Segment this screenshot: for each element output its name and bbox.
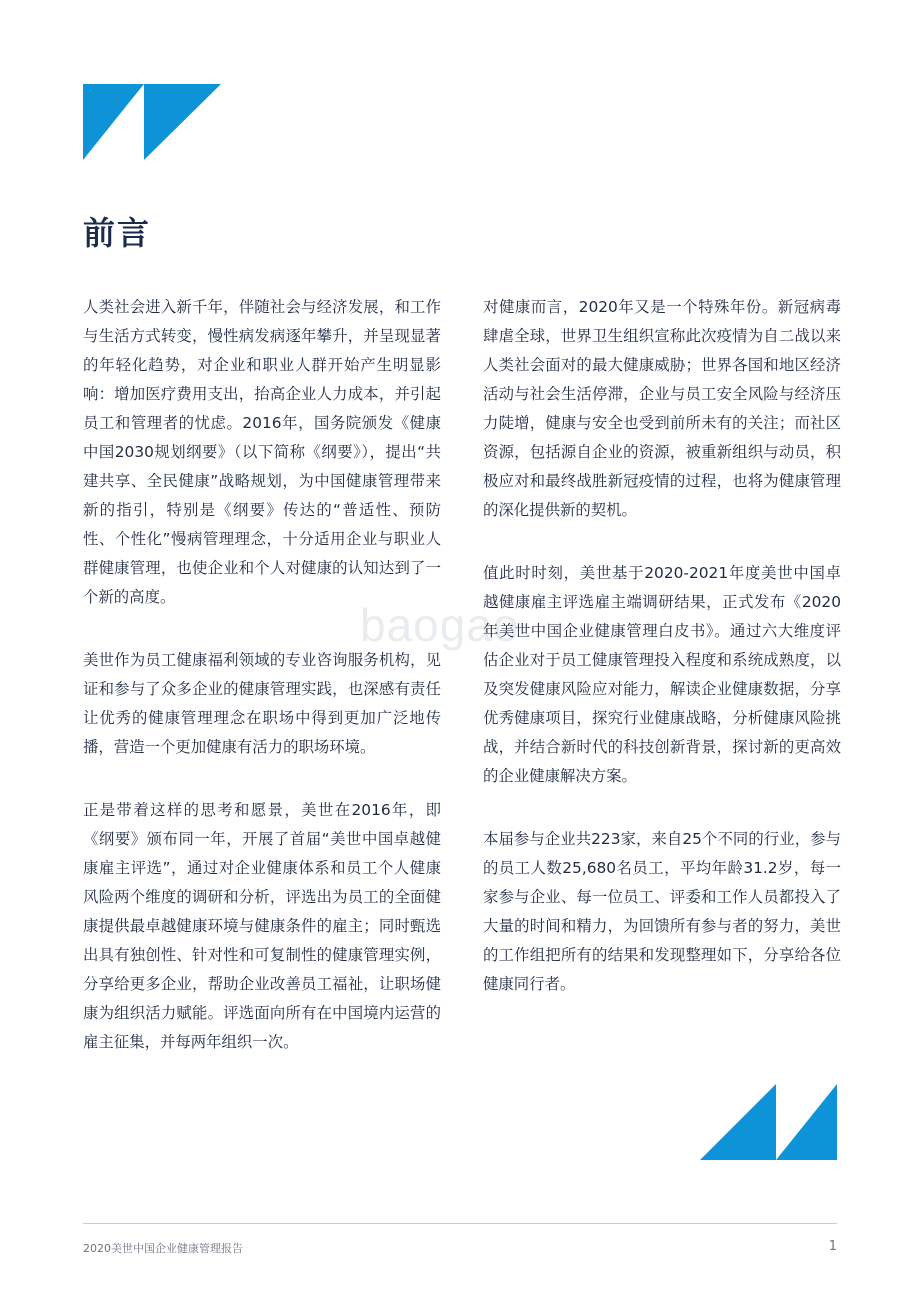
paragraph: 正是带着这样的思考和愿景，美世在2016年，即《纲要》颁布同一年，开展了首届“美世中国卓越健康雇主评选”，通过对企业健康体系和员工个人健康风险两个维度的调研和分析，评选出为员工的全面健康提供最卓越健康环境与健康条件的雇主；同时甄选出具有独创性、针对性和可复制性的健康管理实例，分享给更多企业，帮助企业改善员工福祉，让职场健康为组织活力赋能。评选面向所有在中国境内运营的雇主征集，并每两年组织一次。 <box>83 801 441 1051</box>
watermark-text: baogao <box>360 599 520 651</box>
paragraph: 对健康而言，2020年又是一个特殊年份。新冠病毒肆虐全球，世界卫生组织宣称此次疫情为自二战以来人类社会面对的最大健康威胁；世界各国和地区经济活动与社会生活停滞，企业与员工安全风险与经济压力陡增，健康与安全也受到前所未有的关注；而社区资源，包括源自企业的资源，被重新组织与动员，积极应对和最终战胜新冠疫情的过程，也将为健康管理的深化提供新的契机。 <box>483 298 841 519</box>
mercer-logo-mark-top <box>83 84 221 160</box>
right-text-column <box>483 293 841 1033</box>
footer-report-title: 2020美世中国企业健康管理报告 <box>83 1242 243 1255</box>
paragraph: 值此时时刻，美世基于2020-2021年度美世中国卓越健康雇主评选雇主端调研结果，正式发布《2020年美世中国企业健康管理白皮书》。通过六大维度评估企业对于员工健康管理投入程度和系统成熟度，以及突发健康风险应对能力，解读企业健康数据，分享优秀健康项目，探究行业健康战略，分析健康风险挑战，并结合新时代的科技创新背景，探讨新的更高效的企业健康解决方案。 <box>483 564 841 785</box>
paragraph: 美世作为员工健康福利领域的专业咨询服务机构，见证和参与了众多企业的健康管理实践，也深感有责任让优秀的健康管理理念在职场中得到更加广泛地传播，营造一个更加健康有活力的职场环境。 <box>83 651 441 756</box>
footer-divider <box>83 1223 837 1224</box>
mercer-logo-mark-bottom <box>700 1084 837 1160</box>
paragraph: 人类社会进入新千年，伴随社会与经济发展，和工作与生活方式转变，慢性病发病逐年攀升，并呈现显著的年轻化趋势，对企业和职业人群开始产生明显影响：增加医疗费用支出，抬高企业人力成本，并引起员工和管理者的忧虑。2016年，国务院颁发《健康中国2030规划纲要》（以下简称《纲要》），提出“共建共享、全民健康”战略规划，为中国健康管理带来新的指引，特别是《纲要》传达的“普适性、预防性、个性化”慢病管理理念，十分适用企业与职业人群健康管理，也使企业和个人对健康的认知达到了一个新的高度。 <box>83 298 441 606</box>
page-title: 前言 <box>83 214 152 252</box>
page-number: 1 <box>828 1239 837 1254</box>
left-text-column <box>83 293 441 1091</box>
paragraph: 本届参与企业共223家，来自25个不同的行业，参与的员工人数25,680名员工，平均年龄31.2岁，每一家参与企业、每一位员工、评委和工作人员都投入了大量的时间和精力，为回馈所有参与者的努力，美世的工作组把所有的结果和发现整理如下，分享给各位健康同行者。 <box>483 830 841 993</box>
